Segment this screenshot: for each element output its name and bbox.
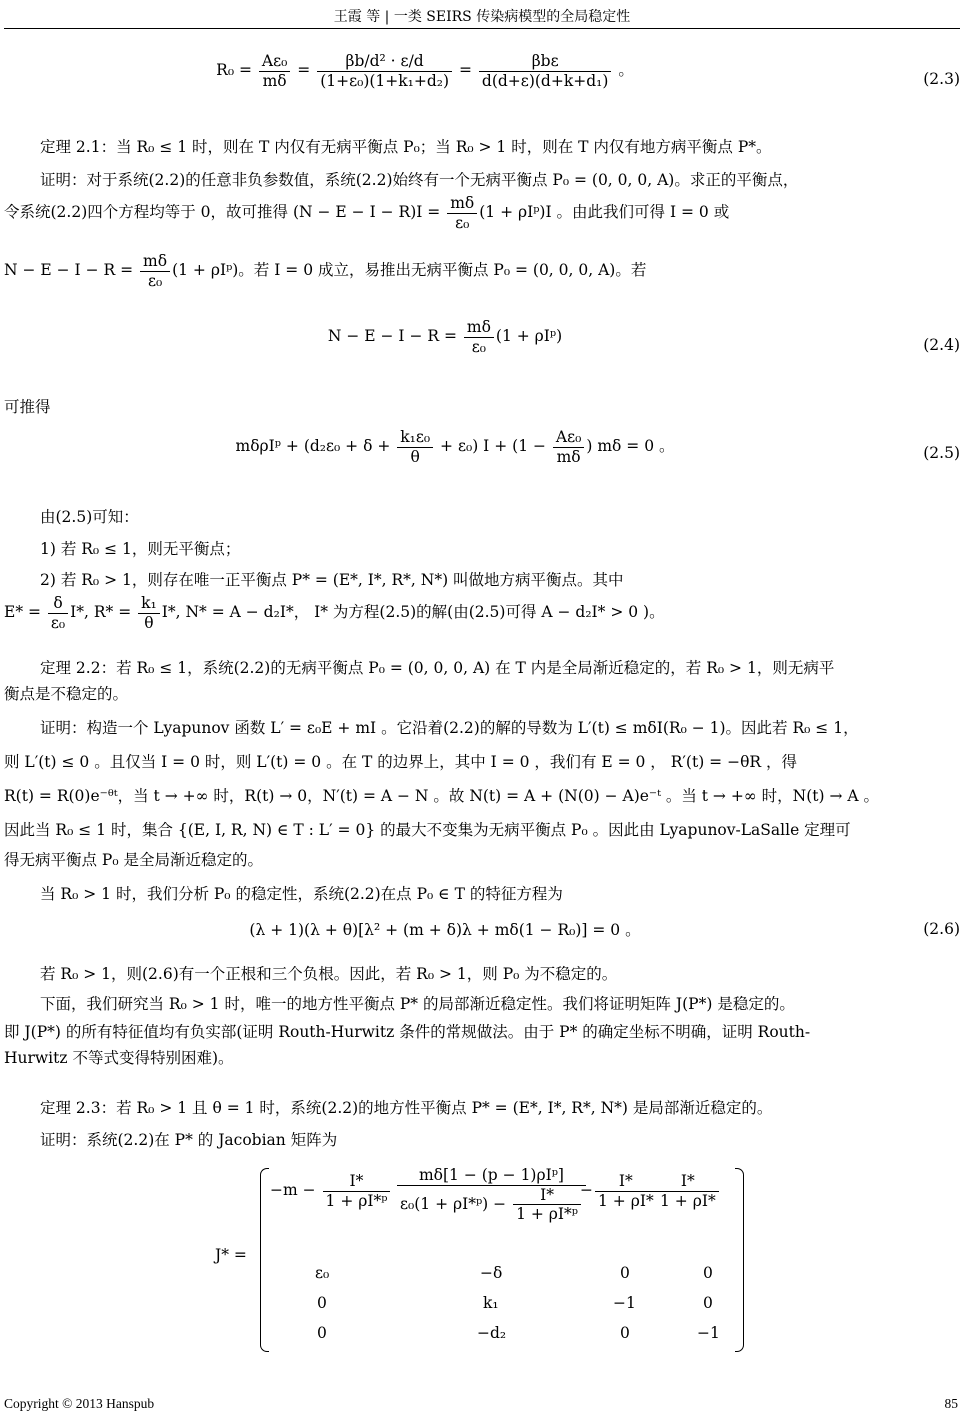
- item-2-detail-frac-2-num: k₁: [138, 594, 160, 614]
- eq-2-3-eq-sign-2: =: [458, 61, 477, 80]
- item-2-detail-c: I*, N* = A − d₂I*， I* 为方程(2.5)的解(由(2.5)可得 A − d₂I* > 0 )。: [161, 603, 665, 622]
- proof-3-intro: 证明：系统(2.2)在 P* 的 Jacobian 矩阵为: [40, 1131, 338, 1149]
- matrix-r1c2: [395, 1166, 588, 1224]
- proof-1-line-1: 证明：对于系统(2.2)的任意非负参数值，系统(2.2)始终有一个无病平衡点 P₀ = (0, 0, 0, A)。求正的平衡点，: [40, 171, 799, 189]
- matrix-r4c4: −1: [697, 1324, 720, 1342]
- r1c1-num: I*: [323, 1172, 391, 1192]
- proof-1-line-2-frac: [447, 194, 477, 232]
- matrix-r1c1: [270, 1172, 392, 1210]
- r1c3-den: 1 + ρI*: [598, 1191, 654, 1210]
- eq-2-4-lhs: N − E − I − R =: [327, 327, 462, 346]
- proof-1-line-2-b: (1 + ρIᵖ)I 。由此我们可得 I = 0 或: [479, 203, 730, 222]
- eq-2-3-frac-2-den: (1+ε₀)(1+k₁+d₂): [320, 71, 450, 90]
- r1c2-den-frac: [513, 1186, 581, 1224]
- r1c3-a: −: [580, 1181, 593, 1200]
- list-item-1: 1) 若 R₀ ≤ 1，则无平衡点；: [40, 540, 241, 558]
- matrix-r3c4: 0: [703, 1294, 713, 1312]
- eq-2-3-number: (2.3): [923, 70, 960, 88]
- from-2-5: 由(2.5)可知：: [40, 508, 139, 526]
- stability-intro: 当 R₀ > 1 时，我们分析 P₀ 的稳定性，系统(2.2)在点 P₀ ∈ T 的特征方程为: [40, 885, 563, 903]
- eq-2-5-number: (2.5): [923, 444, 960, 462]
- r1c1-den: 1 + ρI*ᵖ: [325, 1191, 388, 1210]
- matrix-r2c4: 0: [703, 1264, 713, 1282]
- eq-2-5-a: mδρIᵖ + (d₂ε₀ + δ +: [235, 437, 396, 456]
- matrix-r2c3: 0: [620, 1264, 630, 1282]
- r1c3-num: I*: [595, 1172, 657, 1192]
- proof-2-line-4: 因此当 R₀ ≤ 1 时，集合 {(E, I, R, N) ∈ T : L′ = 0} 的最大不变集为无病平衡点 P₀ 。因此由 Lyapunov-LaSalle 定理可: [4, 821, 851, 839]
- matrix-r1c4: [655, 1172, 721, 1210]
- r1c1-a: −m −: [270, 1181, 321, 1200]
- matrix-r4c3: 0: [620, 1324, 630, 1342]
- theorem-2-1: 定理 2.1：当 R₀ ≤ 1 时，则在 T 内仅有无病平衡点 P₀；当 R₀ > 1 时，则在 T 内仅有地方病平衡点 P*。: [40, 138, 772, 156]
- r1c2-den-a: ε₀(1 + ρI*ᵖ) −: [400, 1194, 512, 1213]
- proof-2-line-2: 则 L′(t) ≤ 0 。且仅当 I = 0 时，则 L′(t) = 0 。在 T 的边界上，其中 I = 0 ，我们有 E = 0 ， R′(t) = −θR ，得: [4, 753, 798, 771]
- eq-2-5-b: + ε₀) I + (1 −: [435, 437, 551, 456]
- running-header: 王霞 等 | 一类 SEIRS 传染病模型的全局稳定性: [333, 9, 631, 25]
- proof-1-line-3-frac-den: ε₀: [147, 271, 163, 290]
- below-line-2: 即 J(P*) 的所有特征值均有负实部(证明 Routh-Hurwitz 条件的常规做法。由于 P* 的确定坐标不明确，证明 Routh-: [4, 1023, 811, 1041]
- theorem-2-3: 定理 2.3：若 R₀ > 1 且 θ = 1 时，系统(2.2)的地方性平衡点 P* = (E*, I*, R*, N*) 是局部渐近稳定的。: [40, 1099, 773, 1117]
- proof-1-line-3-a: N − E − I − R =: [4, 261, 139, 280]
- item-2-detail-frac-1: [48, 594, 68, 632]
- eq-2-3-frac-3-num: βbε: [479, 52, 611, 72]
- item-2-detail-frac-1-den: ε₀: [50, 613, 66, 632]
- eq-2-4-frac-den: ε₀: [471, 337, 487, 356]
- eq-2-6-number: (2.6): [923, 920, 960, 938]
- eq-2-5-c: ) mδ = 0 。: [586, 437, 675, 456]
- eq-2-3-frac-3: [479, 52, 611, 90]
- proof-1-line-3: [4, 252, 960, 290]
- footer-page-number: 85: [944, 1396, 958, 1411]
- eq-2-3-frac-2: [317, 52, 452, 90]
- matrix-r2c2: −δ: [480, 1264, 503, 1282]
- item-2-detail-frac-2: [138, 594, 160, 632]
- matrix-r4c1: 0: [317, 1324, 327, 1342]
- eq-2-4-rhs: (1 + ρIᵖ): [495, 327, 563, 346]
- r1c2-frac: [397, 1166, 586, 1224]
- theorem-2-2-line-2: 衡点是不稳定的。: [4, 685, 129, 703]
- r1c4-num: I*: [657, 1172, 719, 1192]
- matrix-label: J* =: [215, 1246, 247, 1264]
- proof-1-line-3-frac-num: mδ: [140, 252, 170, 272]
- eq-2-3-frac-2-num: βb/d² · ε/d: [317, 52, 452, 72]
- item-2-detail-frac-2-den: θ: [144, 613, 154, 632]
- matrix-r3c1: 0: [317, 1294, 327, 1312]
- eq-2-3-eq-sign: =: [297, 61, 316, 80]
- r1c4-den: 1 + ρI*: [660, 1191, 716, 1210]
- proof-1-line-2-a: 令系统(2.2)四个方程均等于 0，故可推得 (N − E − I − R)I =: [4, 203, 446, 222]
- eq-2-4-number: (2.4): [923, 336, 960, 354]
- footer-copyright: Copyright © 2013 Hanspub: [4, 1396, 155, 1411]
- item-2-detail-b: I*, R* =: [70, 603, 137, 622]
- proof-2-line-1: 证明：构造一个 Lyapunov 函数 L′ = ε₀E + mI 。它沿着(2.2)的解的导数为 L′(t) ≤ mδI(R₀ − 1)。因此若 R₀ ≤ 1，: [40, 719, 859, 737]
- matrix-right-bracket: [735, 1168, 744, 1352]
- proof-1-line-2-frac-den: ε₀: [455, 213, 470, 232]
- eq-2-4-frac: [464, 318, 494, 356]
- eq-2-3-frac-3-den: d(d+ε)(d+k+d₁): [481, 71, 609, 90]
- eq-2-4-frac-num: mδ: [464, 318, 494, 338]
- below-line-1: 下面，我们研究当 R₀ > 1 时，唯一的地方性平衡点 P* 的局部渐近稳定性。我们将证明矩阵 J(P*) 是稳定的。: [40, 995, 795, 1013]
- item-2-detail-frac-1-num: δ: [48, 594, 68, 614]
- eq-2-5-frac-2-num: Aε₀: [553, 428, 584, 448]
- r1c2-num: mδ[1 − (p − 1)ρIᵖ]: [397, 1166, 586, 1186]
- list-item-2: 2) 若 R₀ > 1，则存在唯一正平衡点 P* = (E*, I*, R*, N*) 叫做地方病平衡点。其中: [40, 571, 624, 589]
- r1c2-den-num: I*: [513, 1186, 581, 1206]
- eq-2-3-lhs: R₀ =: [216, 61, 257, 80]
- eq-2-5-frac-1-num: k₁ε₀: [397, 428, 433, 448]
- eq-2-6-body: (λ + 1)(λ + θ)[λ² + (m + δ)λ + mδ(1 − R₀)] = 0 。: [249, 921, 641, 939]
- unstable-statement: 若 R₀ > 1，则(2.6)有一个正根和三个负根。因此，若 R₀ > 1，则 P₀ 为不稳定的。: [40, 965, 618, 983]
- matrix-r2c1: ε₀: [315, 1264, 330, 1282]
- proof-1-line-3-frac: [140, 252, 170, 290]
- derive-text: 可推得: [4, 398, 51, 416]
- eq-2-3-tail: 。: [618, 61, 634, 80]
- eq-2-3-frac-1: [259, 52, 290, 90]
- proof-2-line-3: R(t) = R(0)e⁻ᶿᵗ，当 t → +∞ 时，R(t) → 0，N′(t) = A − N 。故 N(t) = A + (N(0) − A)e⁻ᵗ 。当 t → +∞ 时，N(t) → A 。: [4, 787, 880, 805]
- below-line-3: Hurwitz 不等式变得特别困难)。: [4, 1049, 234, 1067]
- proof-1-line-2: [4, 194, 960, 232]
- r1c3-frac: [595, 1172, 657, 1210]
- eq-2-5-frac-2-den: mδ: [556, 447, 581, 466]
- matrix-r3c3: −1: [613, 1294, 636, 1312]
- proof-2-line-5: 得无病平衡点 P₀ 是全局渐近稳定的。: [4, 851, 263, 869]
- theorem-2-2-line-1: 定理 2.2：若 R₀ ≤ 1，系统(2.2)的无病平衡点 P₀ = (0, 0, 0, A) 在 T 内是全局渐近稳定的，若 R₀ > 1，则无病平: [40, 659, 835, 677]
- proof-1-line-3-b: (1 + ρIᵖ)。若 I = 0 成立，易推出无病平衡点 P₀ = (0, 0, 0, A)。若: [172, 261, 647, 280]
- eq-2-3-frac-1-num: Aε₀: [259, 52, 290, 72]
- matrix-r3c2: k₁: [483, 1294, 499, 1312]
- eq-2-3-frac-1-den: mδ: [262, 71, 287, 90]
- eq-2-5-frac-1: [397, 428, 433, 466]
- eq-2-5-frac-2: [553, 428, 584, 466]
- r1c2-den-den: 1 + ρI*ᵖ: [516, 1205, 578, 1224]
- proof-1-line-2-frac-num: mδ: [447, 194, 477, 214]
- matrix-r1c3: [580, 1172, 659, 1210]
- r1c1-frac: [323, 1172, 391, 1210]
- matrix-left-bracket: [260, 1168, 269, 1352]
- r1c2-den: [397, 1186, 586, 1224]
- matrix-r4c2: −d₂: [477, 1324, 507, 1342]
- eq-2-5-frac-1-den: θ: [410, 447, 420, 466]
- header-rule: [4, 28, 960, 29]
- r1c4-frac: [657, 1172, 719, 1210]
- list-item-2-detail: [4, 594, 960, 632]
- item-2-detail-a: E* =: [4, 603, 46, 622]
